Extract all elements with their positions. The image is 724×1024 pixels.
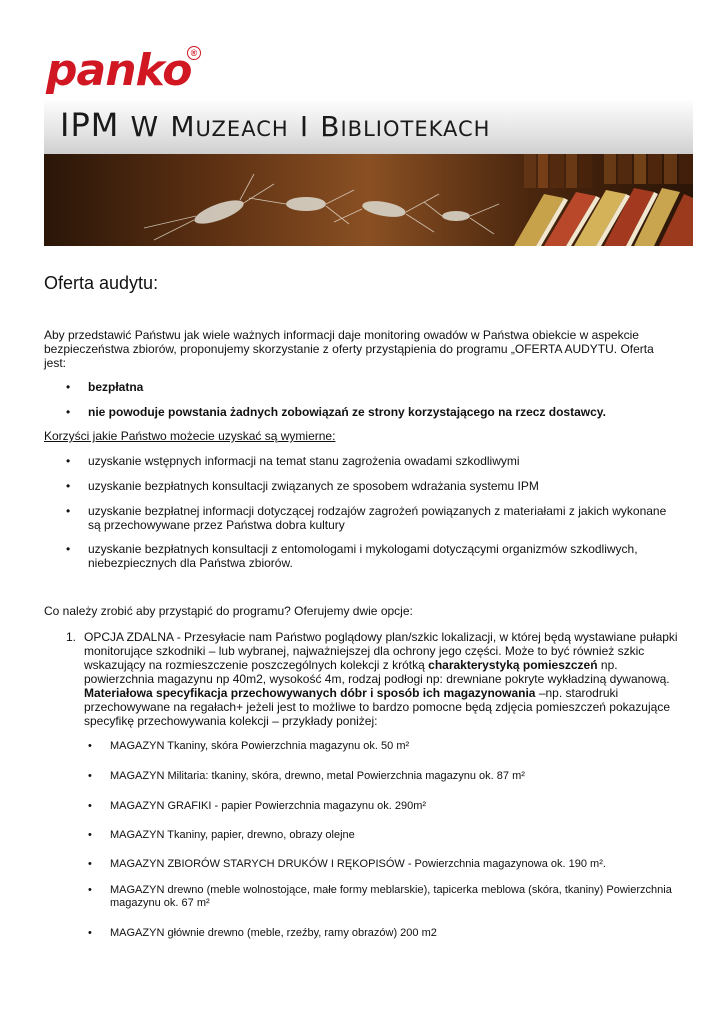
- option-1-bold-b: Materiałowa specyfikacja przechowywanych dóbr i sposób ich magazynowania: [84, 686, 536, 700]
- bullet-icon: •: [66, 454, 71, 468]
- option-1-text-b: np. powierzchnia magazynu np 40m2, wysokość 4m, rodzaj podłogi np: drewniane pokryte wykładziną dywanową.: [84, 658, 670, 686]
- option-1-text-a: OPCJA ZDALNA - Przesyłacie nam Państwo poglądowy plan/szkic lokalizacji, w której będą wystawiane pułapki monitorujące szkodniki – lub wybranej, najważniejszej dla ochrony jego części. Może to być również szkic wskazujący na rozmieszczenie poszczególnych kolekcji z krótką: [84, 630, 678, 672]
- banner-title-word: BIBLIOTEKACH: [320, 110, 491, 143]
- benefits-title: Korzyści jakie Państwo możecie uzyskać są wymierne:: [44, 429, 336, 443]
- option-number: 1.: [66, 630, 77, 644]
- bullet-icon: •: [88, 829, 92, 841]
- example-item: [88, 740, 678, 753]
- option-1-text-c: –np. starodruki przechowywane na regałach+ jeżeli jest to możliwe to bardzo pomocne będą zdjęcia pomieszczeń pokazujące specyfikę przechowywania kolekcji – przykłady poniżej:: [84, 686, 670, 728]
- offer-point: [66, 380, 678, 394]
- benefit-text: uzyskanie bezpłatnych konsultacji z entomologami i mykologami dotyczącymi organizmów szkodliwych, niebezpiecznych dla Państwa zbiorów.: [88, 542, 638, 570]
- bullet-icon: •: [88, 858, 92, 870]
- question-paragraph: Co należy zrobić aby przystąpić do programu? Oferujemy dwie opcje:: [44, 604, 413, 618]
- benefit-item: [66, 542, 678, 570]
- bullet-icon: •: [66, 405, 71, 419]
- bullet-icon: •: [88, 884, 92, 896]
- intro-paragraph: Aby przedstawić Państwu jak wiele ważnych informacji daje monitoring owadów w Państwa obiekcie w aspekcie bezpieczeństwa zbiorów, proponujemy skorzystanie z oferty przystąpienia do programu „OFERTA AUDYTU. Oferta jest:: [44, 328, 654, 370]
- bullet-icon: •: [66, 380, 71, 394]
- example-item: [88, 829, 678, 842]
- example-text: MAGAZYN drewno (meble wolnostojące, małe formy meblarskie), tapicerka meblowa (skóra, tkaniny) Powierzchnia magazynu ok. 67 m²: [110, 884, 672, 909]
- banner-photo-insects-books: [44, 154, 693, 246]
- example-item: [88, 770, 678, 783]
- banner-title-word: IPM: [60, 106, 120, 144]
- insects-and-books-illustration: [44, 154, 693, 246]
- banner-title-word: W: [130, 110, 160, 143]
- bullet-icon: •: [88, 800, 92, 812]
- bullet-icon: •: [88, 927, 92, 939]
- bullet-icon: •: [66, 504, 71, 518]
- benefit-text: uzyskanie wstępnych informacji na temat stanu zagrożenia owadami szkodliwymi: [88, 454, 520, 468]
- header-banner: [44, 100, 693, 246]
- benefit-item: [66, 504, 678, 532]
- offer-point: [66, 405, 678, 419]
- example-item: [88, 884, 678, 910]
- banner-title: [60, 106, 490, 144]
- banner-title-bar: [44, 100, 693, 154]
- banner-title-word: MUZEACH: [170, 110, 289, 143]
- example-text: MAGAZYN Tkaniny, papier, drewno, obrazy olejne: [110, 829, 355, 841]
- example-text: MAGAZYN ZBIORÓW STARYCH DRUKÓW I RĘKOPISÓW - Powierzchnia magazynowa ok. 190 m².: [110, 858, 606, 870]
- offer-point-text: bezpłatna: [88, 380, 144, 394]
- offer-point-text: nie powoduje powstania żadnych zobowiązań ze strony korzystającego na rzecz dostawcy.: [88, 405, 606, 419]
- option-1-bold-a: charakterystyką pomieszczeń: [428, 658, 598, 672]
- benefit-text: uzyskanie bezpłatnych konsultacji związanych ze sposobem wdrażania systemu IPM: [88, 479, 539, 493]
- option-1: [66, 630, 678, 728]
- panko-logo: [46, 44, 198, 98]
- example-text: MAGAZYN głównie drewno (meble, rzeźby, ramy obrazów) 200 m2: [110, 927, 437, 939]
- example-item: [88, 858, 678, 871]
- bullet-icon: •: [66, 542, 71, 556]
- example-item: [88, 800, 678, 813]
- example-item: [88, 927, 678, 940]
- benefit-item: [66, 479, 678, 493]
- banner-title-word: I: [299, 110, 310, 143]
- bullet-icon: •: [88, 770, 92, 782]
- logo-text: panko: [46, 45, 192, 96]
- bullet-icon: •: [88, 740, 92, 752]
- section-heading: Oferta audytu:: [44, 273, 159, 293]
- example-text: MAGAZYN Tkaniny, skóra Powierzchnia magazynu ok. 50 m²: [110, 740, 410, 752]
- registered-mark: ®: [187, 46, 201, 60]
- benefit-item: [66, 454, 678, 468]
- example-text: MAGAZYN GRAFIKI - papier Powierzchnia magazynu ok. 290m²: [110, 800, 427, 812]
- example-text: MAGAZYN Militaria: tkaniny, skóra, drewno, metal Powierzchnia magazynu ok. 87 m²: [110, 770, 525, 782]
- benefit-text: uzyskanie bezpłatnej informacji dotyczącej rodzajów zagrożeń powiązanych z materiałami z jakich wykonane są przechowywane przez Państwa dobra kultury: [88, 504, 667, 532]
- bullet-icon: •: [66, 479, 71, 493]
